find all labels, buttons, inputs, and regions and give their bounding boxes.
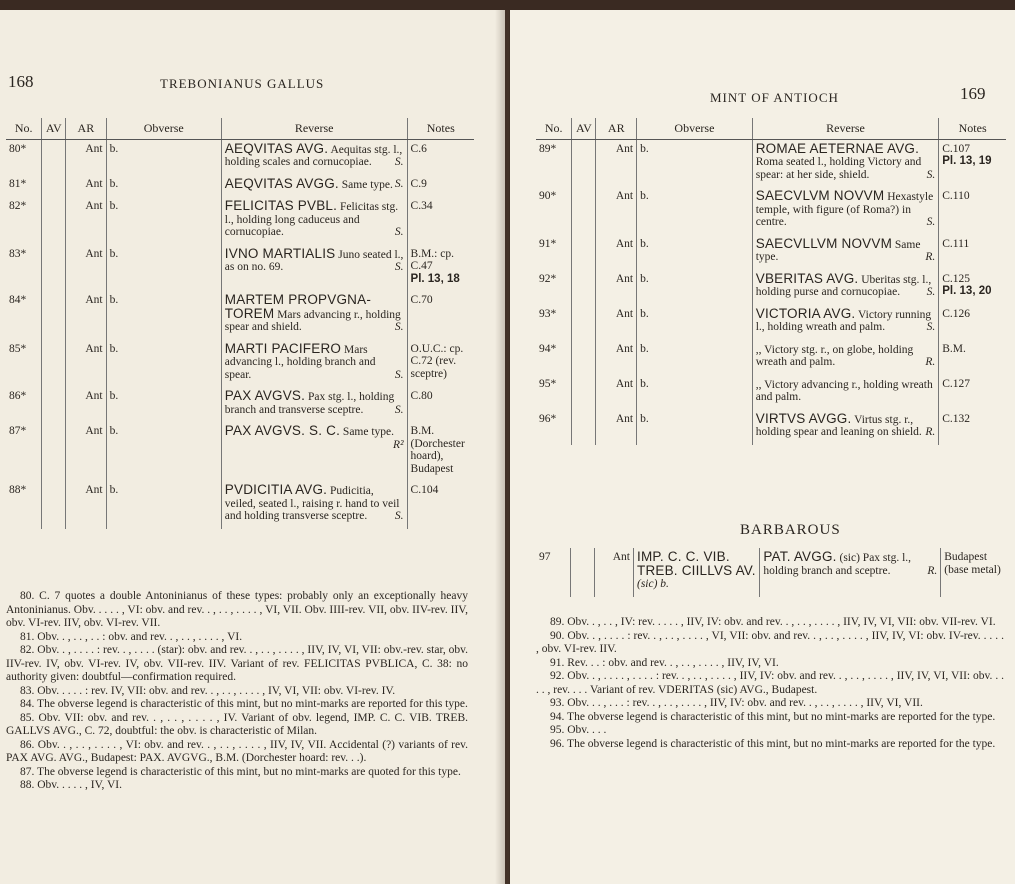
table-row (6, 139, 474, 175)
obverse-cell: b. (637, 270, 753, 305)
table-row (536, 410, 1006, 445)
reverse-legend: AEQVITAS AVGG. (224, 175, 339, 191)
col-header: Notes (407, 118, 474, 139)
gold-cell (42, 175, 66, 198)
gold-cell (42, 245, 66, 292)
reverse-cell (221, 387, 407, 422)
rarity: S. (926, 168, 936, 181)
rarity: S. (926, 286, 936, 298)
page-number: 169 (960, 84, 986, 103)
footnote: 92. Obv. . , . . . . , . . . . : rev. . , . . , . . . . , IIV, IV: obv. and rev. . , . . , . . . . , IIV, IV, VI, VII: obv. . . . . , rev. . . . Variant of rev. VDERITAS (sic) AVG., Budapest. (536, 670, 1004, 696)
table-row (6, 422, 474, 481)
coin-number: 93* (539, 307, 557, 320)
metal-cell: Ant (596, 235, 637, 270)
table-row (6, 245, 474, 292)
gold-cell (572, 305, 596, 340)
reverse-description: Uberitas stg. l., holding purse and cornucopiae. (755, 273, 932, 298)
reference: C.80 (410, 390, 433, 402)
reverse-description: Mars advancing r., holding spear and shield. (224, 308, 401, 333)
reverse-cell (760, 548, 941, 597)
reverse-description: Mars advancing l., holding branch and spear. (224, 343, 376, 381)
col-header: AR (596, 118, 637, 139)
reverse-description: Same type. (341, 178, 393, 191)
footnote: 88. Obv. . . . . , IV, VI. (20, 779, 123, 791)
table-row (536, 139, 1006, 187)
footnotes (6, 590, 468, 793)
col-header: AR (66, 118, 106, 139)
table-row (536, 235, 1006, 270)
obverse-cell: b. (637, 340, 753, 375)
obverse-cell: b. (637, 305, 753, 340)
rarity: S. (394, 321, 404, 333)
gold-cell (42, 197, 66, 245)
plate-reference: Pl. 13, 20 (942, 285, 992, 297)
reference: B.M. (Dorchester hoard), Budapest (410, 425, 465, 475)
col-header: AV (572, 118, 596, 139)
footnote: 89. Obv. . , . . , IV: rev. . . . . , IIV, IV: obv. and rev. . , . . , . . . . , IIV, IV, VI, VII: obv. VII-rev. VI. (550, 616, 996, 628)
gold-cell (42, 340, 66, 388)
plate-reference: Pl. 13, 18 (410, 272, 460, 285)
reference: C.107 (942, 142, 971, 155)
metal-cell: Ant (66, 139, 106, 175)
rarity: S. (394, 156, 404, 168)
reference: B.M. (942, 342, 966, 355)
reference: C.132 (942, 412, 971, 425)
reverse-description: Same type. (342, 426, 395, 438)
obverse-cell: b. (106, 175, 221, 198)
footnote: 93. Obv. . . , . . . : rev. . , . . , . . . . , IIV, IV: obv. and rev. . , . . , . . . . , IIV, VI, VII. (550, 697, 923, 709)
metal-cell: Ant (596, 305, 637, 340)
reverse-legend: MARTEM PROPVGNA-TOREM (224, 292, 372, 321)
obverse-cell: b. (106, 139, 221, 175)
reference: C.104 (410, 484, 439, 496)
reverse-cell (221, 245, 407, 292)
notes-cell (407, 340, 474, 388)
reverse-cell (221, 175, 407, 198)
rarity: S. (394, 368, 404, 381)
obverse-cell: b. (637, 375, 753, 410)
reverse-description: Hexastyle temple, with figure (of Roma?) in centre. (755, 191, 934, 228)
footnote: 90. Obv. . , . . . . : rev. . , . . , . . . . , VI, VII: obv. and rev. . , . . , . . . . , IIV, IV, VI: obv. IV-rev. . . . . , obv. VI-rev. IIV. (536, 629, 1004, 655)
rarity: R. (927, 564, 938, 577)
reverse-description: ,, Victory stg. r., on globe, holding wreath and palm. (755, 343, 914, 368)
footnote: 80. C. 7 quotes a double Antoninianus of these types: probably only an exceptionally heavy Antoninianus. Obv. . . . . , VI: obv. and rev. . , . . , . . . . , VI, VII. Obv. IIII-rev. VII, obv. IIV-rev. IIV, obv. VI-rev. IIV, obv. VI-rev. VII. (6, 590, 468, 629)
table-row (6, 291, 474, 340)
col-header: Obverse (637, 118, 753, 139)
coin-number: 86* (9, 390, 27, 402)
left-page (0, 10, 505, 884)
table-row (6, 340, 474, 388)
barbarous-table (536, 548, 1006, 597)
reverse-description: ,, Victory advancing r., holding wreath and palm. (755, 378, 933, 403)
table-row (536, 548, 1006, 597)
table-row (536, 187, 1006, 235)
coin-number: 95* (539, 377, 557, 390)
gold-cell (572, 270, 596, 305)
reverse-description: Roma seated l., holding Victory and spear: at her side, shield. (755, 156, 922, 181)
reference: C.9 (410, 177, 427, 190)
reference: C.127 (942, 377, 971, 390)
reverse-legend: IVNO MARTIALIS (224, 245, 336, 261)
rarity: R. (925, 356, 936, 368)
coin-number: 85* (9, 342, 27, 355)
running-head: MINT OF ANTIOCH (710, 90, 839, 105)
reverse-cell (752, 340, 939, 375)
notes-cell (939, 375, 1006, 410)
reverse-description: Juno seated l., as on no. 69. (224, 248, 404, 273)
col-header: Obverse (106, 118, 221, 139)
coin-number: 92* (539, 272, 557, 285)
notes-cell (939, 410, 1006, 445)
reverse-legend: PAT. AVGG. (763, 549, 837, 564)
reverse-legend: AEQVITAS AVG. (224, 140, 329, 156)
reference: B.M.: cp. C.47 (410, 247, 454, 272)
gold-cell (572, 139, 596, 187)
metal-cell: Ant (66, 340, 106, 388)
coin-number: 88* (9, 484, 27, 496)
metal-cell: Ant (596, 139, 637, 187)
notes-cell (939, 270, 1006, 305)
obverse-legend: IMP. C. C. VIB. TREB. CIILLVS AV. (637, 549, 756, 578)
table-row (6, 387, 474, 422)
page-number: 168 (8, 72, 34, 91)
rarity: R. (925, 251, 936, 263)
table-row (536, 340, 1006, 375)
footnote: 95. Obv. . . . (550, 724, 607, 736)
reference: C.125 (942, 272, 971, 285)
section-heading: BARBAROUS (740, 522, 841, 538)
metal-cell: Ant (66, 197, 106, 245)
gold-cell (572, 187, 596, 235)
coin-number: 87* (9, 425, 27, 437)
metal-cell: Ant (66, 481, 106, 529)
footnote: 96. The obverse legend is characteristic of this mint, but no mint-marks are reported for the type. (550, 737, 996, 750)
notes-cell (939, 305, 1006, 340)
coin-number: 81* (9, 177, 27, 190)
obverse-cell: b. (106, 245, 221, 292)
table-row (536, 375, 1006, 410)
gold-cell (42, 291, 66, 340)
coin-number: 89* (539, 142, 557, 155)
coin-table (6, 118, 474, 529)
coin-number: 83* (9, 247, 27, 260)
coin-table (536, 118, 1006, 445)
col-header: Reverse (752, 118, 939, 139)
reverse-legend: MARTI PACIFERO (224, 340, 342, 356)
footnote: 82. Obv. . , . . . . : rev. . , . . . . (star): obv. and rev. . , . . , . . . . , IIV, IV, VI, VII: obv.-rev. star, obv. IIV-rev. IV, obv. VI-rev. IV, obv. VII-rev. IIV. Variant of rev. FELICITAS PVBLICA, C. 38: no authority given: doubtful—confirmation required. (6, 644, 468, 683)
reverse-description: Virtus stg. r., holding spear and leaning on shield. (755, 413, 922, 438)
reverse-cell (752, 305, 939, 340)
notes-cell (407, 139, 474, 175)
coin-number: 90* (539, 190, 557, 202)
table-row (6, 481, 474, 529)
table-row (536, 270, 1006, 305)
coin-number: 80* (9, 142, 27, 155)
notes-cell (939, 235, 1006, 270)
metal-cell: Ant (594, 548, 633, 597)
notes-cell (407, 197, 474, 245)
table-row (6, 197, 474, 245)
rarity: S. (394, 226, 404, 238)
reverse-legend: FELICITAS PVBL. (224, 198, 338, 213)
reference: C.6 (410, 142, 427, 155)
notes-cell (939, 139, 1006, 187)
reverse-cell (752, 410, 939, 445)
metal-cell: Ant (66, 387, 106, 422)
footnotes (536, 616, 1004, 751)
obverse-cell: b. (637, 235, 753, 270)
notes-cell (407, 387, 474, 422)
metal-cell: Ant (66, 175, 106, 198)
gold-cell (571, 548, 594, 597)
rarity: S. (394, 510, 404, 522)
reference: C.70 (410, 294, 433, 306)
notes-cell (407, 481, 474, 529)
footnote: 87. The obverse legend is characteristic of this mint, but no mint-marks are quoted for this type. (20, 765, 461, 778)
reverse-description: Pax stg. l., holding branch and transverse sceptre. (224, 391, 395, 416)
obverse-cell (634, 548, 760, 597)
table-row (536, 305, 1006, 340)
reverse-legend: ROMAE AETERNAE AVG. (755, 140, 920, 156)
obverse-cell: b. (106, 387, 221, 422)
notes-cell (939, 340, 1006, 375)
gold-cell (572, 375, 596, 410)
notes-cell (939, 187, 1006, 235)
metal-cell: Ant (596, 187, 637, 235)
reverse-cell (221, 197, 407, 245)
reverse-description: Pudicitia, veiled, seated l., raising r. hand to veil and holding transverse sceptre. (224, 485, 400, 522)
reference: C.126 (942, 307, 971, 320)
footnote: 84. The obverse legend is characteristic of this mint, but no mint-marks are reported for this type. (20, 698, 468, 710)
notes-cell (407, 245, 474, 292)
rarity: S. (394, 403, 404, 416)
reference: C.111 (942, 237, 970, 250)
reverse-legend: VIRTVS AVGG. (755, 410, 852, 426)
rarity: S. (926, 321, 936, 333)
reverse-cell (221, 481, 407, 529)
reverse-cell (752, 375, 939, 410)
obverse-cell: b. (106, 291, 221, 340)
reference: C.110 (942, 190, 970, 202)
reverse-description: Felicitas stg. l., holding long caduceus and cornucopiae. (224, 201, 399, 238)
reverse-legend: SAECVLLVM NOVVM (755, 235, 893, 251)
gold-cell (572, 340, 596, 375)
obverse-cell: b. (637, 139, 753, 187)
gold-cell (572, 235, 596, 270)
reverse-legend: SAECVLVM NOVVM (755, 188, 885, 203)
col-header: Notes (939, 118, 1006, 139)
col-header: No. (6, 118, 42, 139)
obverse-cell: b. (106, 197, 221, 245)
reverse-cell (752, 139, 939, 187)
reverse-description: Aequitas stg. l., holding scales and cornucopiae. (224, 143, 403, 168)
obverse-cell: b. (106, 422, 221, 481)
reverse-legend: PVDICITIA AVG. (224, 482, 328, 497)
notes-cell (407, 291, 474, 340)
reverse-legend: PAX AVGVS. S. C. (224, 423, 341, 438)
footnote: 86. Obv. . , . . , . . . . , VI: obv. and rev. . , . . , . . . . , IIV, IV, VII. Accidental (?) variants of rev. PAX AVG. AVG., Budapest: PAX. AVGVG., B.M. (Dorchester hoard: rev. . .). (6, 738, 468, 764)
notes-cell (407, 422, 474, 481)
footnote: 83. Obv. . . . . : rev. IV, VII: obv. and rev. . , . . , . . . . , IV, VI, VII: obv. VI-rev. IV. (20, 684, 396, 697)
right-page (510, 10, 1015, 884)
rarity: S. (394, 261, 404, 273)
coin-number: 97 (539, 551, 551, 563)
coin-number: 82* (9, 200, 27, 212)
reverse-cell (221, 422, 407, 481)
col-header: Reverse (221, 118, 407, 139)
plate-reference: Pl. 13, 19 (942, 155, 992, 167)
gold-cell (572, 410, 596, 445)
table-row (6, 175, 474, 198)
notes-cell: Budapest (base metal) (941, 548, 1006, 597)
metal-cell: Ant (596, 270, 637, 305)
reverse-cell (221, 340, 407, 388)
metal-cell: Ant (66, 245, 106, 292)
gold-cell (42, 481, 66, 529)
coin-number: 91* (539, 237, 557, 250)
notes-cell (407, 175, 474, 198)
gold-cell (42, 387, 66, 422)
metal-cell: Ant (66, 291, 106, 340)
obverse-cell: b. (637, 410, 753, 445)
reverse-description: Victory running l., holding wreath and palm. (755, 308, 932, 333)
obverse-cell: b. (106, 340, 221, 388)
running-head: TREBONIANUS GALLUS (160, 76, 325, 91)
reverse-cell (221, 139, 407, 175)
coin-number: 94* (539, 342, 557, 355)
rarity: S. (394, 177, 404, 190)
col-header: No. (536, 118, 572, 139)
coin-number: 96* (539, 412, 557, 425)
metal-cell: Ant (66, 422, 106, 481)
metal-cell: Ant (596, 340, 637, 375)
reverse-cell (221, 291, 407, 340)
obverse-sic: (sic) b. (637, 578, 669, 590)
metal-cell: Ant (596, 410, 637, 445)
gold-cell (42, 139, 66, 175)
metal-cell: Ant (596, 375, 637, 410)
reverse-description: (sic) Pax stg. l., holding branch and sceptre. (763, 552, 912, 577)
reverse-legend: VICTORIA AVG. (755, 305, 856, 321)
gold-cell (42, 422, 66, 481)
footnote: 85. Obv. VII: obv. and rev. . , . . , . . . . , IV. Variant of obv. legend, IMP. C. C. VIB. TREB. GALLVS AVG., C. 72, doubtful: the obv. is characteristic of Milan. (6, 711, 468, 737)
col-header: AV (42, 118, 66, 139)
reverse-legend: PAX AVGVS. (224, 388, 306, 403)
rarity: R. (925, 426, 936, 438)
coin-number: 84* (9, 294, 27, 306)
footnote: 91. Rev. . . : obv. and rev. . , . . , . . . . , IIV, IV, VI. (550, 656, 779, 669)
reference: O.U.C.: cp. C.72 (rev. sceptre) (410, 342, 464, 380)
rarity: S. (926, 216, 936, 228)
obverse-cell: b. (637, 187, 753, 235)
reverse-legend: VBERITAS AVG. (755, 270, 859, 286)
footnote: 94. The obverse legend is characteristic of this mint, but no mint-marks are reported for the type. (550, 710, 996, 723)
rarity: R² (393, 438, 404, 451)
reverse-cell (752, 235, 939, 270)
reference: C.34 (410, 200, 433, 212)
reverse-description: Same type. (755, 238, 921, 263)
reverse-cell (752, 187, 939, 235)
reverse-cell (752, 270, 939, 305)
obverse-cell: b. (106, 481, 221, 529)
footnote: 81. Obv. . , . . , . . : obv. and rev. . , . . , . . . . , VI. (20, 630, 243, 643)
